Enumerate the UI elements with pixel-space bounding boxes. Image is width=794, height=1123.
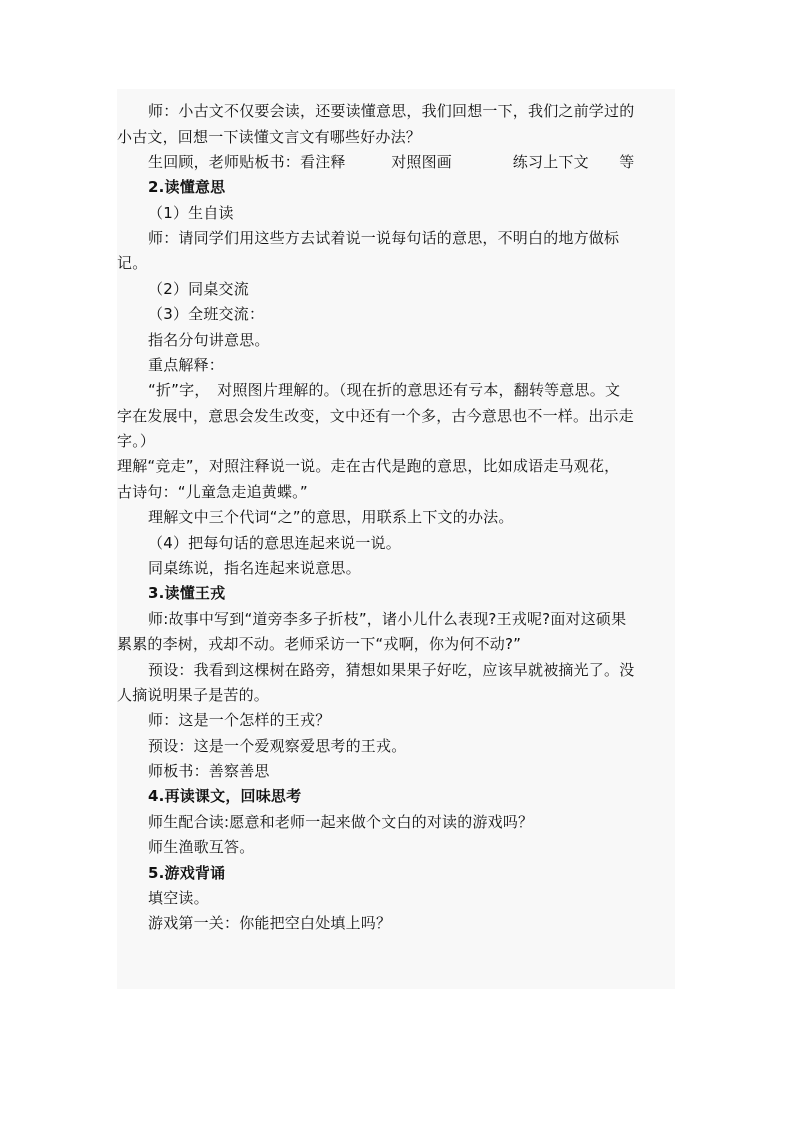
section-heading: 2.读懂意思: [148, 178, 226, 196]
text-line: 生回顾，老师贴板书：看注释 对照图画 练习上下文 等: [148, 153, 635, 171]
text-line: （2）同桌交流: [148, 280, 249, 298]
text-line: （3）全班交流：: [148, 305, 265, 323]
text-line: 填空读。: [148, 889, 209, 907]
text-line: 理解文中三个代词“之”的意思，用联系上下文的办法。: [148, 508, 514, 526]
section-heading: 5.游戏背诵: [148, 864, 226, 882]
text-line: 字在发展中，意思会发生改变，文中还有一个多，古今意思也不一样。出示走: [117, 407, 634, 425]
section-heading: 4.再读课文，回味思考: [148, 787, 302, 805]
text-line: 古诗句：“儿童急走追黄蝶。”: [117, 483, 308, 501]
text-line: 师生配合读:愿意和老师一起来做个文白的对读的游戏吗？: [148, 813, 534, 831]
text-line: （4）把每句话的意思连起来说一说。: [148, 534, 401, 552]
text-line: 理解“竞走”，对照注释说一说。走在古代是跑的意思，比如成语走马观花，: [117, 457, 620, 475]
section-heading: 3.读懂王戎: [148, 584, 226, 602]
text-line: （1）生自读: [148, 204, 234, 222]
text-line: 游戏第一关：你能把空白处填上吗？: [148, 914, 392, 932]
text-line: 师：这是一个怎样的王戎？: [148, 711, 331, 729]
text-line: 重点解释：: [148, 356, 225, 374]
text-line: 同桌练说，指名连起来说意思。: [148, 559, 361, 577]
text-line: 师生渔歌互答。: [148, 838, 255, 856]
text-line: 师板书：善察善思: [148, 762, 270, 780]
text-line: 预设：这是一个爱观察爱思考的王戎。: [148, 737, 407, 755]
text-line: 小古文，回想一下读懂文言文有哪些好办法？: [117, 128, 422, 146]
text-line: 人摘说明果子是苦的。: [117, 686, 270, 704]
text-line: 师：请同学们用这些方去试着说一说每句话的意思，不明白的地方做标: [148, 229, 620, 247]
text-line: 字。）: [117, 432, 156, 450]
text-line: 预设：我看到这棵树在路旁，猜想如果果子好吃，应该早就被摘光了。没: [148, 661, 635, 679]
text-line: 累累的李树，戎却不动。老师采访一下“戎啊，你为何不动?”: [117, 635, 522, 653]
text-line: 记。: [117, 254, 148, 272]
text-line: 指名分句讲意思。: [148, 331, 270, 349]
text-line: “折”字， 对照图片理解的。（现在折的意思还有亏本，翻转等意思。文: [148, 381, 621, 399]
document-content: [117, 89, 675, 989]
text-line: 师：小古文不仅要会读，还要读懂意思，我们回想一下，我们之前学过的: [148, 102, 635, 120]
text-line: 师:故事中写到“道旁李多子折枝”，诸小儿什么表现?王戎呢?面对这硕果: [148, 610, 627, 628]
